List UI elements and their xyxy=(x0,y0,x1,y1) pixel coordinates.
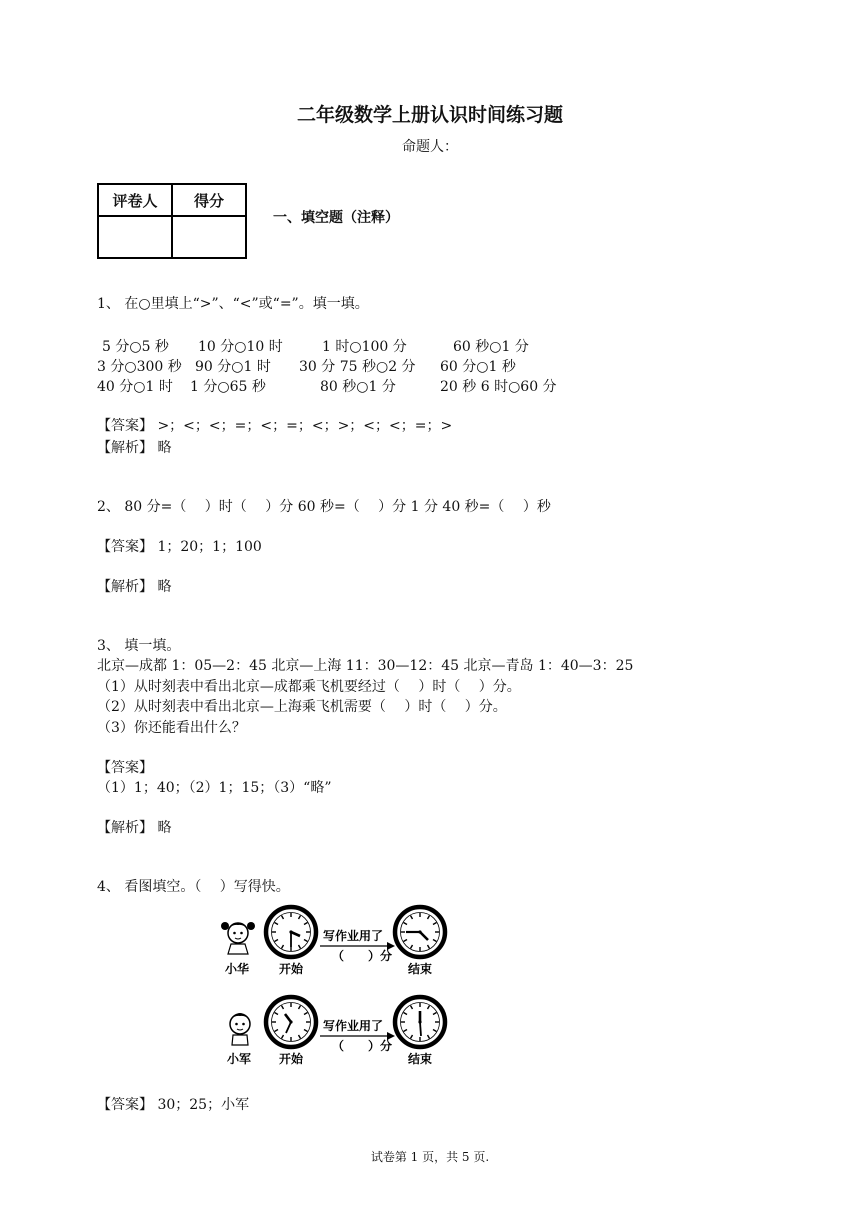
q3-sub1: （1）从时刻表中看出北京—成都乘飞机要经过（ ）时（ ）分。 xyxy=(97,679,521,695)
q1-item: 1 分○65 秒 xyxy=(190,379,266,395)
student-name-xiaojun: 小军 xyxy=(227,1052,252,1066)
boy-icon xyxy=(230,1013,250,1045)
grader-cell xyxy=(98,216,172,258)
arrow-label-xiaojun: 写作业用了 xyxy=(323,1019,384,1033)
q1-item: 3 分○300 秒 xyxy=(97,359,182,375)
q3-answer: （1）1；40；（2）1；15；（3）“略” xyxy=(97,780,332,796)
q1-item: 60 秒○1 分 xyxy=(453,339,529,355)
q1-analysis: 【解析】 略 xyxy=(97,440,172,456)
end-label-xiaojun: 结束 xyxy=(408,1052,433,1066)
q1-item: 80 秒○1 分 xyxy=(320,379,396,395)
q1-item: 60 分○1 秒 xyxy=(440,359,516,375)
girl-icon xyxy=(221,922,255,954)
q2-stem: 2、 80 分=（ ）时（ ）分 60 秒=（ ）分 1 分 40 秒=（ ）秒 xyxy=(97,499,551,515)
clock-figure xyxy=(215,900,460,1075)
q3-answer-label: 【答案】 xyxy=(97,760,153,776)
q1-answer: 【答案】 >；<；<；=；<；=；<；>；<；<；=；> xyxy=(97,418,453,434)
q3-analysis: 【解析】 略 xyxy=(97,820,172,836)
start-label-xiaohua: 开始 xyxy=(279,962,304,976)
page-title: 二年级数学上册认识时间练习题 xyxy=(296,104,563,126)
score-table xyxy=(97,183,247,259)
end-clock-xiaojun xyxy=(395,997,445,1047)
q1-item: 1 时○100 分 xyxy=(322,339,407,355)
q1-item: 5 分○5 秒 xyxy=(102,339,169,355)
start-clock-xiaohua xyxy=(266,907,316,957)
page-footer: 试卷第 1 页，共 5 页. xyxy=(370,1150,490,1164)
q3-sub3: （3）你还能看出什么？ xyxy=(97,720,246,736)
student-name-xiaohua: 小华 xyxy=(225,962,250,976)
q3-sub2: （2）从时刻表中看出北京—上海乘飞机需要（ ）时（ ）分。 xyxy=(97,699,507,715)
q1-item: 30 分 75 秒○2 分 xyxy=(299,359,416,375)
score-cell xyxy=(172,216,246,258)
q2-answer: 【答案】 1；20；1；100 xyxy=(97,539,262,555)
q2-analysis: 【解析】 略 xyxy=(97,579,172,595)
q1-stem: 1、 在○里填上“>”、“<”或“=”。填一填。 xyxy=(97,296,369,312)
author-label: 命题人： xyxy=(402,139,458,155)
q3-timetable: 北京—成都 1：05—2：45 北京—上海 11：30—12：45 北京—青岛 1：40—3：25 xyxy=(97,658,634,674)
score-header: 得分 xyxy=(172,184,246,216)
minutes-blank-xiaojun: （ ）分 xyxy=(332,1039,393,1053)
q4-answer: 【答案】 30；25；小军 xyxy=(97,1097,250,1113)
q3-stem: 3、 填一填。 xyxy=(97,638,181,654)
q1-item: 90 分○1 时 xyxy=(195,359,271,375)
arrow-label-xiaohua: 写作业用了 xyxy=(323,929,384,943)
end-label-xiaohua: 结束 xyxy=(408,962,433,976)
q4-stem: 4、 看图填空。（ ）写得快。 xyxy=(97,879,290,895)
start-label-xiaojun: 开始 xyxy=(279,1052,304,1066)
minutes-blank-xiaohua: （ ）分 xyxy=(332,949,393,963)
end-clock-xiaohua xyxy=(395,907,445,957)
q1-item: 10 分○10 时 xyxy=(198,339,283,355)
q1-item: 40 分○1 时 xyxy=(97,379,173,395)
section-title: 一、填空题（注释） xyxy=(273,210,399,226)
q1-item: 20 秒 6 时○60 分 xyxy=(440,379,557,395)
start-clock-xiaojun xyxy=(266,997,316,1047)
grader-header: 评卷人 xyxy=(98,184,172,216)
